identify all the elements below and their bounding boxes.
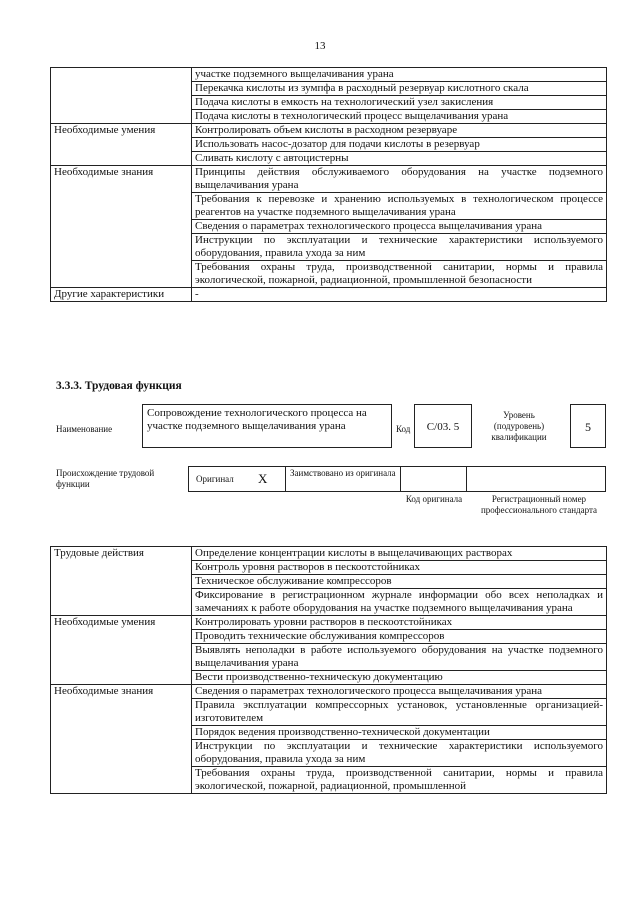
origin-divider bbox=[466, 466, 467, 492]
list-item: Вести производственно-техническую документацию bbox=[192, 671, 607, 685]
list-item: Порядок ведения производственно-технической документации bbox=[192, 726, 607, 740]
origin-divider bbox=[285, 466, 286, 492]
list-item: Подача кислоты в емкость на технологический узел закисления bbox=[192, 96, 607, 110]
row-label: Трудовые действия bbox=[51, 547, 192, 616]
table-row bbox=[51, 547, 607, 561]
row-label bbox=[51, 68, 192, 124]
borrowed-label: Заимствовано из оригинала bbox=[290, 468, 396, 478]
list-item: Инструкции по эксплуатации и технические характеристики используемого оборудования, правила ухода за ним bbox=[192, 234, 607, 261]
row-label: Необходимые знания bbox=[51, 166, 192, 288]
origin-label: Происхождение трудовой функции bbox=[56, 468, 155, 489]
list-item: Проводить технические обслуживания компрессоров bbox=[192, 630, 607, 644]
table-row bbox=[51, 124, 607, 138]
row-label: Необходимые знания bbox=[51, 685, 192, 794]
list-item: Правила эксплуатации компрессорных установок, установленные организацией-изготовителем bbox=[192, 699, 607, 726]
table-row bbox=[51, 68, 607, 82]
row-label: Необходимые умения bbox=[51, 124, 192, 166]
list-item: Сведения о параметрах технологического процесса выщелачивания урана bbox=[192, 220, 607, 234]
list-item: Контролировать уровни растворов в пескоотстойниках bbox=[192, 616, 607, 630]
list-item: Фиксирование в регистрационном журнале информации обо всех неполадках и замечаниях к работе оборудования на участке подземного выщелачивания урана bbox=[192, 589, 607, 616]
origin-divider bbox=[400, 466, 401, 492]
code-label: Код bbox=[396, 424, 411, 434]
table-row bbox=[51, 166, 607, 193]
origin-code-caption: Код оригинала bbox=[405, 494, 463, 504]
list-item: Требования охраны труда, производственной санитарии, нормы и правила экологической, пожарной, радиационной, промышленной безопасности bbox=[192, 261, 607, 288]
code-value: С/03. 5 bbox=[414, 404, 472, 448]
section-title: 3.3.3. Трудовая функция bbox=[56, 380, 182, 392]
list-item: Принципы действия обслуживаемого оборудования на участке подземного выщелачивания урана bbox=[192, 166, 607, 193]
top-requirements-table bbox=[50, 67, 607, 302]
name-label: Наименование bbox=[56, 424, 113, 434]
reg-number-caption: Регистрационный номер профессионального стандарта bbox=[480, 494, 598, 515]
row-label: Необходимые умения bbox=[51, 616, 192, 685]
list-item: Сведения о параметрах технологического процесса выщелачивания урана bbox=[192, 685, 607, 699]
row-label: Другие характеристики bbox=[51, 288, 192, 302]
list-item: Требования охраны труда, производственной санитарии, нормы и правила экологической, пожарной, радиационной, промышленной bbox=[192, 767, 607, 794]
bottom-requirements-table bbox=[50, 546, 607, 794]
table-row bbox=[51, 288, 607, 302]
original-label: Оригинал bbox=[196, 474, 234, 484]
list-item: Контролировать объем кислоты в расходном резервуаре bbox=[192, 124, 607, 138]
list-item: Определение концентрации кислоты в выщелачивающих растворах bbox=[192, 547, 607, 561]
list-item: Инструкции по эксплуатации и технические характеристики используемого оборудования, правила ухода за ним bbox=[192, 740, 607, 767]
level-label: Уровень (подуровень) квалификации bbox=[491, 410, 547, 442]
list-item: Контроль уровня растворов в пескоотстойниках bbox=[192, 561, 607, 575]
table-row bbox=[51, 616, 607, 630]
list-item: Использовать насос-дозатор для подачи кислоты в резервуар bbox=[192, 138, 607, 152]
list-item: - bbox=[192, 288, 607, 302]
list-item: Требования к перевозке и хранению используемых в технологическом процессе реагентов на участке подземного выщелачивания урана bbox=[192, 193, 607, 220]
level-value: 5 bbox=[570, 404, 606, 448]
list-item: Подача кислоты в технологический процесс выщелачивания урана bbox=[192, 110, 607, 124]
function-name: Сопровождение технологического процесса на участке подземного выщелачивания урана bbox=[142, 404, 392, 448]
original-mark: X bbox=[258, 471, 268, 486]
list-item: Перекачка кислоты из зумпфа в расходный резервуар кислотного скала bbox=[192, 82, 607, 96]
page-number: 13 bbox=[314, 40, 326, 52]
list-item: Выявлять неполадки в работе используемого оборудования на участке подземного выщелачивания урана bbox=[192, 644, 607, 671]
list-item: участке подземного выщелачивания урана bbox=[192, 68, 607, 82]
list-item: Техническое обслуживание компрессоров bbox=[192, 575, 607, 589]
table-row bbox=[51, 685, 607, 699]
list-item: Сливать кислоту с автоцистерны bbox=[192, 152, 607, 166]
